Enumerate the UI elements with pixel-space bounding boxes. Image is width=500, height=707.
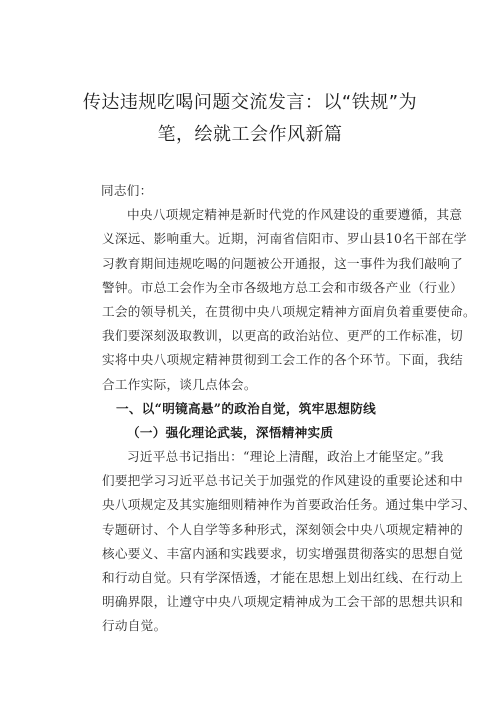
paragraph-1-line: 合工作实际，谈几点体会。 [102, 376, 257, 392]
paragraph-2-line: 专题研讨、个人自学等多种形式，深刻领会中央八项规定精神的 [102, 521, 464, 537]
paragraph-2-line: 核心要义、丰富内涵和实践要求，切实增强贯彻落实的思想自觉 [102, 545, 464, 561]
paragraph-2-line: 们要把学习习近平总书记关于加强党的作风建设的重要论述和中 [102, 473, 464, 489]
paragraph-1-line: 工会的领导机关，在贯彻中央八项规定精神方面肩负着重要使命。 [102, 303, 476, 319]
document-body [101, 179, 476, 639]
paragraph-1-line: 警钟。市总工会作为全市各级地方总工会和市级各产业（行业） [102, 279, 464, 295]
salutation: 同志们： [101, 183, 153, 198]
paragraph-1-line: 义深远、影响重大。近期，河南省信阳市、罗山县10名干部在学 [102, 231, 467, 247]
document-title-line-1: 传达违规吃喝问题交流发言：以“铁规”为 [82, 92, 418, 113]
paragraph-2-line: 和行动自觉。只有学深悟透，才能在思想上划出红线、在行动上 [102, 570, 464, 585]
paragraph-2-line: 央八项规定及其实施细则精神作为首要政治任务。通过集中学习、 [102, 497, 476, 513]
paragraph-2-line: 习近平总书记指出：“理论上清醒，政治上才能坚定。”我 [127, 449, 444, 465]
document-title-line-2: 笔，绘就工会作风新篇 [157, 124, 343, 145]
paragraph-2-line: 明确界限，让遵守中央八项规定精神成为工会干部的思想共识和 [102, 594, 464, 610]
paragraph-1-line: 我们要深刻汲取教训，以更高的政治站位、更严的工作标准，切 [102, 328, 464, 344]
paragraph-1-line: 中央八项规定精神是新时代党的作风建设的重要遵循，其意 [127, 207, 463, 223]
section-heading-1: 一、以“明镜高悬”的政治自觉，筑牢思想防线 [116, 400, 377, 416]
paragraph-2-line: 行动自觉。 [102, 618, 167, 634]
paragraph-1-line: 习教育期间违规吃喝的问题被公开通报，这一事件为我们敲响了 [102, 255, 464, 271]
subsection-heading-1-1: （一）强化理论武装，深悟精神实质 [127, 424, 334, 440]
paragraph-1-line: 实将中央八项规定精神贯彻到工会工作的各个环节。下面，我结 [102, 352, 464, 368]
